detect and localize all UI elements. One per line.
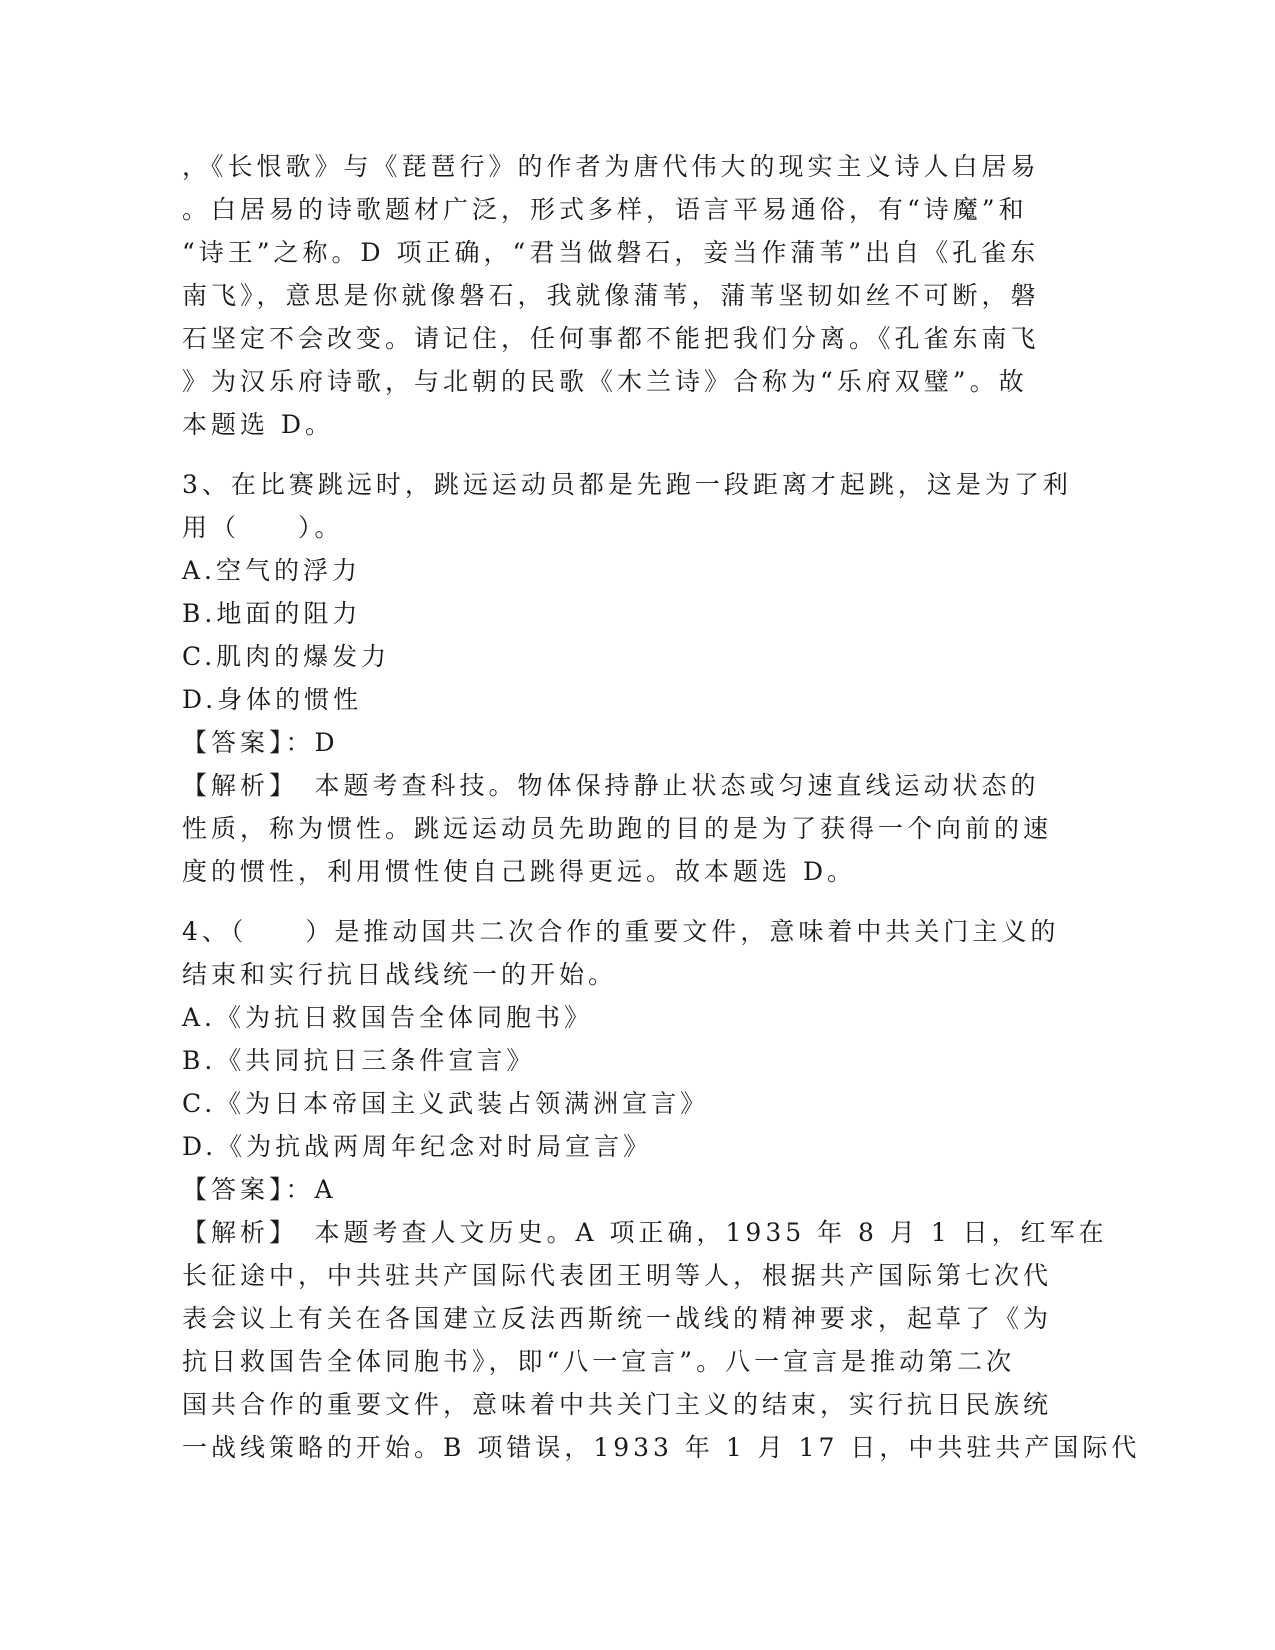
- text-line: 。白居易的诗歌题材广泛，形式多样，语言平易通俗，有“诗魔”和: [182, 195, 1028, 224]
- option-d: D.身体的惯性: [182, 685, 363, 714]
- option-a: A.《为抗日救国告全体同胞书》: [182, 1003, 594, 1032]
- analysis-line: 【解析】 本题考查科技。物体保持静止状态或匀速直线运动状态的: [182, 771, 1040, 800]
- question-stem-line: 结束和实行抗日战线统一的开始。: [182, 960, 618, 989]
- text-line: 本题选 D。: [182, 410, 334, 439]
- option-a: A.空气的浮力: [182, 556, 362, 585]
- text-line: 南飞》，意思是你就像磐石，我就像蒲苇，蒲苇坚韧如丝不可断，磐: [182, 281, 1040, 310]
- analysis-line: 国共合作的重要文件，意味着中共关门主义的结束，实行抗日民族统: [182, 1390, 1053, 1419]
- option-d: D.《为抗战两周年纪念对时局宣言》: [182, 1132, 653, 1161]
- explanation-continued-block: [182, 145, 1082, 446]
- question-stem-line: 4、（ ）是推动国共二次合作的重要文件，意味着中共关门主义的: [182, 917, 1060, 946]
- block-spacer: [182, 893, 1082, 910]
- question-stem-line: 用（ ）。: [182, 513, 344, 542]
- text-line: 》为汉乐府诗歌，与北朝的民歌《木兰诗》合称为“乐府双璧”。故: [182, 367, 1028, 396]
- option-c: C.《为日本帝国主义武装占领满洲宣言》: [182, 1089, 710, 1118]
- text-line: 石坚定不会改变。请记住，任何事都不能把我们分离。《孔雀东南飞: [182, 324, 1040, 353]
- analysis-line: 一战线策略的开始。B 项错误，1933 年 1 月 17 日，中共驻共产国际代: [182, 1433, 1141, 1462]
- option-b: B.地面的阻力: [182, 599, 362, 628]
- analysis-line: 性质，称为惯性。跳远运动员先助跑的目的是为了获得一个向前的速: [182, 814, 1053, 843]
- block-spacer: [182, 446, 1082, 463]
- question-stem-line: 3、在比赛跳远时，跳远运动员都是先跑一段距离才起跳，这是为了利: [182, 470, 1072, 499]
- analysis-line: 【解析】 本题考查人文历史。A 项正确，1935 年 8 月 1 日，红军在: [182, 1218, 1108, 1247]
- document-page: [182, 145, 1141, 1469]
- option-b: B.《共同抗日三条件宣言》: [182, 1046, 536, 1075]
- text-line: “诗王”之称。D 项正确，“君当做磐石，妾当作蒲苇”出自《孔雀东: [182, 238, 1040, 267]
- analysis-line: 抗日救国告全体同胞书》，即“八一宣言”。八一宣言是推动第二次: [182, 1347, 1016, 1376]
- answer-line: 【答案】：A: [182, 1175, 337, 1204]
- text-line: ，《长恨歌》与《琵琶行》的作者为唐代伟大的现实主义诗人白居易: [182, 152, 1040, 181]
- analysis-line: 长征途中，中共驻共产国际代表团王明等人，根据共产国际第七次代: [182, 1261, 1053, 1290]
- question-3-block: [182, 463, 1082, 893]
- analysis-line: 表会议上有关在各国建立反法西斯统一战线的精神要求，起草了《为: [182, 1304, 1053, 1333]
- option-c: C.肌肉的爆发力: [182, 642, 391, 671]
- question-4-block: [182, 910, 1141, 1469]
- answer-line: 【答案】：D: [182, 728, 339, 757]
- analysis-line: 度的惯性，利用惯性使自己跳得更远。故本题选 D。: [182, 857, 856, 886]
